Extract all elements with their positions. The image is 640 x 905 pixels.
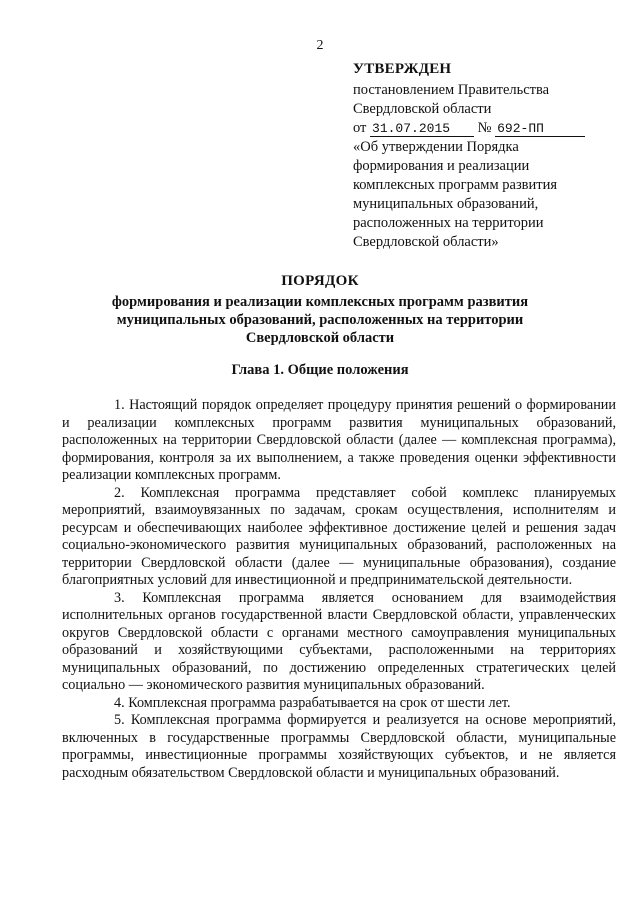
- approval-title-line-1: «Об утверждении Порядка: [353, 139, 519, 155]
- document-body: [62, 397, 616, 782]
- paragraph-5: 5. Комплексная программа формируется и реализуется на основе мероприятий, включенных в государственные программы Свердловской области, муниципальные программы, инвестиционные программы хозяйствующих субъектов, и не является расходным обязательством Свердловской области и муниципальных образований.: [62, 712, 616, 781]
- chapter-heading: Глава 1. Общие положения: [231, 362, 409, 378]
- approval-title-line-5: расположенных на территории: [353, 215, 544, 231]
- approval-title-line-3: комплексных программ развития: [353, 177, 558, 193]
- date-prefix: от: [353, 120, 367, 136]
- approval-line-2: Свердловской области: [353, 101, 492, 117]
- number-value: 692-ПП: [495, 121, 585, 137]
- page-number: 2: [316, 38, 324, 53]
- document-subtitle: формирования и реализации комплексных программ развития муниципальных образований, расположенных на территории Свердловской области: [111, 294, 529, 346]
- date-value: 31.07.2015: [370, 121, 474, 137]
- approval-date-line: [353, 119, 623, 138]
- number-prefix: №: [477, 120, 492, 136]
- approved-heading: УТВЕРЖДЕН: [353, 61, 452, 77]
- paragraph-1: 1. Настоящий порядок определяет процедуру принятия решений о формировании и реализации комплексных программ развития муниципальных образований, расположенных на территории Свердловской области (далее — комплексная программа), формирования, контроля за их выполнением, а также проведения оценки эффективности реализации комплексных программ.: [62, 397, 616, 483]
- paragraph-2: 2. Комплексная программа представляет собой комплекс планируемых мероприятий, взаимоувязанных по задачам, срокам осуществления, исполнителям и ресурсам и обеспечивающих наиболее эффективное достижение целей и решения задач социально-экономического развития муниципальных образований, расположенных на территории Свердловской области (далее — муниципальные образования), создание благоприятных условий для инвестиционной и предпринимательской деятельности.: [62, 484, 616, 588]
- paragraph-4: 4. Комплексная программа разрабатывается на срок от шести лет.: [114, 694, 511, 711]
- approval-title-line-4: муниципальных образований,: [353, 196, 539, 212]
- approval-title-line-2: формирования и реализации: [353, 158, 530, 174]
- approval-block: [353, 60, 623, 252]
- approval-line-1: постановлением Правительства: [353, 82, 550, 98]
- paragraph-3: 3. Комплексная программа является основанием для взаимодействия исполнительных органов государственной власти Свердловской области, управленческих округов Свердловской области с органами местного самоуправления муниципальных образований и хозяйствующими субъектами, расположенными на территориях муниципальных образований, по достижению определенных стратегических целей социально — экономического развития муниципальных образований.: [62, 589, 616, 693]
- approval-title-line-6: Свердловской области»: [353, 234, 499, 250]
- document-title: ПОРЯДОК: [281, 273, 359, 289]
